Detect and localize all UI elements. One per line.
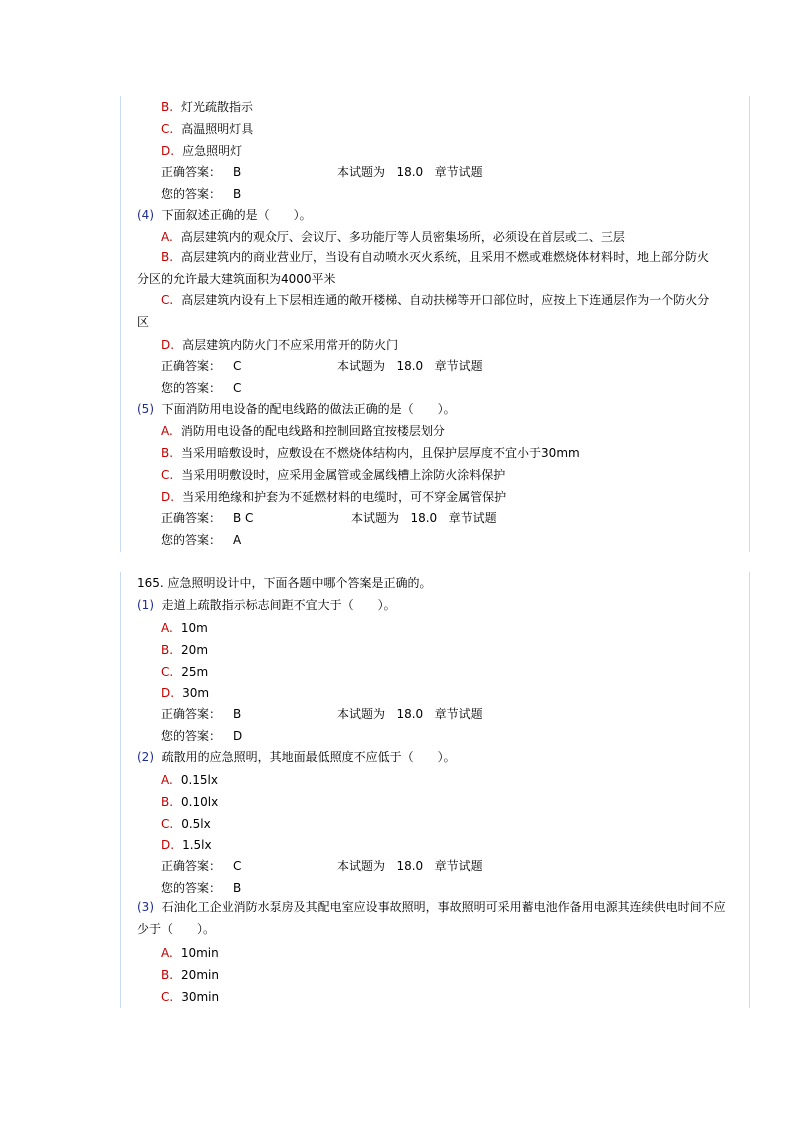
option-a: A. 0.15lx (161, 773, 218, 787)
option-c: C. 当采用明敷设时，应采用金属管或金属线槽上涂防火涂料保护 (161, 468, 506, 482)
question-4: (4) 下面叙述正确的是（ ）。 (137, 208, 312, 222)
correct-answer-row: 正确答案： C 本试题为 18.0 章节试题 (161, 859, 483, 873)
option-c: C. 25m (161, 665, 209, 679)
score-info: 本试题为 18.0 章节试题 (337, 859, 483, 873)
question-panel-2 (120, 572, 750, 1008)
option-b: B. 高层建筑内的商业营业厅，当设有自动喷水灭火系统，且采用不燃或难燃烧体材料时，地上部分防火分区的允许最大建筑面积为4000平米 (137, 250, 710, 286)
correct-answer-row: 正确答案： B C 本试题为 18.0 章节试题 (161, 511, 497, 525)
score-info: 本试题为 18.0 章节试题 (337, 165, 483, 179)
score-info: 本试题为 18.0 章节试题 (337, 707, 483, 721)
question-5: (5) 下面消防用电设备的配电线路的做法正确的是（ ）。 (137, 402, 456, 416)
option-b: B. 当采用暗敷设时，应敷设在不燃烧体结构内，且保护层厚度不宜小于30mm (161, 446, 580, 460)
option-d: D. 高层建筑内防火门不应采用常开的防火门 (161, 338, 399, 352)
option-c: C. 高层建筑内设有上下层相连通的敞开楼梯、自动扶梯等开口部位时，应按上下连通层作为一个防火分区 (137, 293, 710, 329)
your-answer-row: 您的答案： A (161, 533, 242, 547)
option-b: B. 20m (161, 643, 209, 657)
option-d: D. 当采用绝缘和护套为不延燃材料的电缆时，可不穿金属管保护 (161, 490, 507, 504)
option-b: B. 灯光疏散指示 (161, 100, 254, 114)
question-3: (3) 石油化工企业消防水泵房及其配电室应设事故照明，事故照明可采用蓄电池作备用电源其连续供电时间不应少于（ ）。 (137, 900, 726, 936)
option-a: A. 10min (161, 946, 219, 960)
option-c: C. 30min (161, 990, 220, 1004)
option-c: C. 0.5lx (161, 817, 211, 831)
correct-answer-row: 正确答案： B 本试题为 18.0 章节试题 (161, 165, 483, 179)
question-group-title: 165. 应急照明设计中，下面各题中哪个答案是正确的。 (137, 576, 432, 590)
question-panel-1 (120, 96, 750, 552)
option-a: A. 10m (161, 621, 208, 635)
your-answer-row: 您的答案： D (161, 729, 243, 743)
option-b: B. 0.10lx (161, 795, 219, 809)
question-2: (2) 疏散用的应急照明，其地面最低照度不应低于（ ）。 (137, 750, 456, 764)
your-answer-row: 您的答案： B (161, 187, 242, 201)
your-answer-row: 您的答案： C (161, 381, 242, 395)
option-d: D. 应急照明灯 (161, 144, 243, 158)
option-b: B. 20min (161, 968, 219, 982)
correct-answer-row: 正确答案： B 本试题为 18.0 章节试题 (161, 707, 483, 721)
option-c: C. 高温照明灯具 (161, 122, 254, 136)
option-a: A. 高层建筑内的观众厅、会议厅、多功能厅等人员密集场所，必须设在首层或二、三层 (161, 230, 625, 244)
option-d: D. 30m (161, 686, 210, 700)
score-info: 本试题为 18.0 章节试题 (351, 511, 497, 525)
your-answer-row: 您的答案： B (161, 881, 242, 895)
question-1: (1) 走道上疏散指示标志间距不宜大于（ ）。 (137, 598, 396, 612)
option-d: D. 1.5lx (161, 838, 212, 852)
correct-answer-row: 正确答案： C 本试题为 18.0 章节试题 (161, 359, 483, 373)
score-info: 本试题为 18.0 章节试题 (337, 359, 483, 373)
option-a: A. 消防用电设备的配电线路和控制回路宜按楼层划分 (161, 424, 445, 438)
